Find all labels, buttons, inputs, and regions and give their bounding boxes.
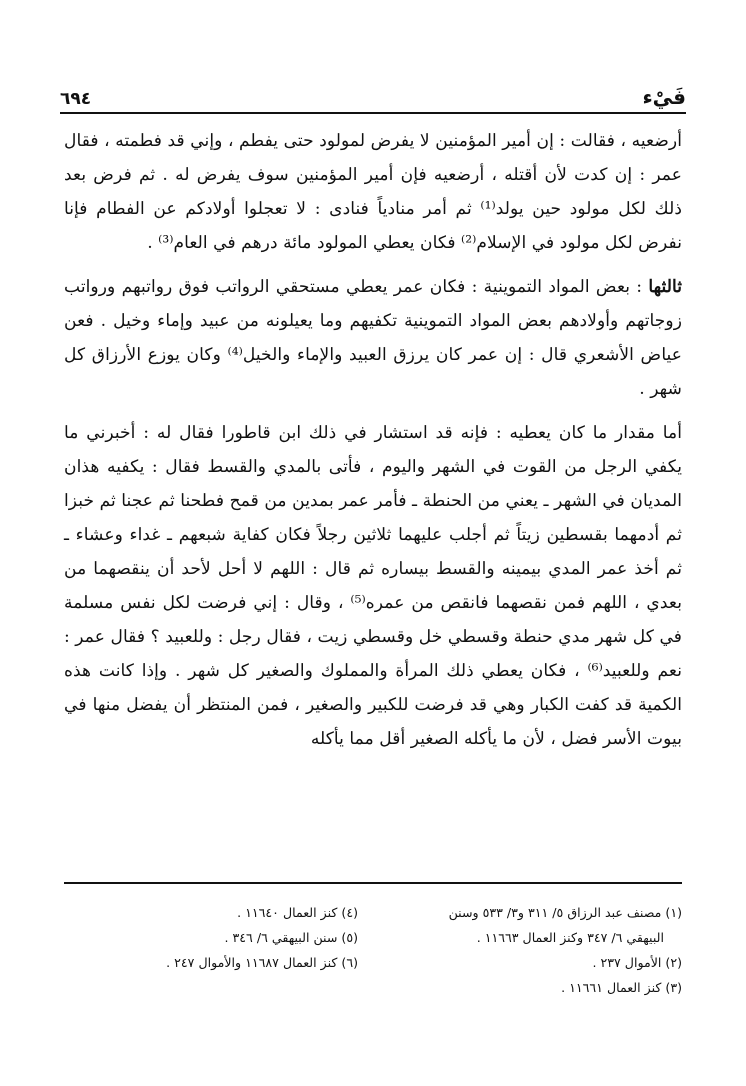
footnote-1: (١) مصنف عبد الرزاق ٥/ ٣١١ و٣/ ٥٣٣ وسنن xyxy=(448,905,682,920)
footnote-divider xyxy=(64,882,682,884)
footnote-3: (٣) كنز العمال ١١٦٦١ . xyxy=(561,980,682,995)
footnotes xyxy=(64,900,682,1000)
paragraph-3: أما مقدار ما كان يعطيه : فإنه قد استشار في ذلك ابن قاطورا فقال له : أخبرني ما يكفي الرجل من القوت في الشهر واليوم ، فأتى بالمدي والقسط فقال : يكفيه هذان المديان في الشهر ـ يعني من الحنطة ـ فأمر عمر بمدين من قمح فطحنا ثم عجنا ثم خبزا ثم أدمهما بقسطين زيتاً ثم أجلب عليهما ثلاثين رجلاً فكان كفاية شبعهم ـ غداء وعشاء ـ ثم أخذ عمر المدي بيمينه والقسط بيساره ثم قال : اللهم لا أحل لأحد أن ينقصهما من بعدي ، اللهم فمن نقصهما فانقص من عمره⁽⁵⁾ ، وقال : إني فرضت لكل نفس مسلمة في كل شهر مدي حنطة وقسطي خل وقسطي زيت ، فقال رجل : وللعبيد ؟ فقال عمر : نعم وللعبيد⁽⁶⁾ ، فكان يعطي ذلك المرأة والمملوك والصغير كل شهر . وإذا كانت هذه الكمية قد كفت الكبار وهي قد فرضت للكبير والصغير ، فمن المنتظر أن يفضل منها في بيوت الأسر فضل ، لأن ما يأكله الصغير أقل مما يأكله xyxy=(64,423,682,749)
footnote-2: (٢) الأموال ٢٣٧ . xyxy=(592,955,682,970)
footnote-5: (٥) سنن البيهقي ٦/ ٣٤٦ . xyxy=(224,930,358,945)
footnotes-right-column xyxy=(388,900,682,1000)
paragraph-1: أرضعيه ، فقالت : إن أمير المؤمنين لا يفرض لمولود حتى يفطم ، وإني قد فطمته ، فقال عمر : إن كدت لأن أقتله ، أرضعيه فإن أمير المؤمنين سوف يفرض له . ثم فرض بعد ذلك لكل مولود حين يولد⁽¹⁾ ثم أمر منادياً فنادى : لا تعجلوا أولادكم عن الفطام فإنا نفرض لكل مولود في الإسلام⁽²⁾ فكان يعطي المولود مائة درهم في العام⁽³⁾ . xyxy=(64,131,682,253)
page-header xyxy=(60,82,686,114)
paragraph-2 xyxy=(64,270,682,406)
running-title: فَيْء xyxy=(642,85,686,109)
footnote-1-continued: البيهقي ٦/ ٣٤٧ وكنز العمال ١١٦٦٣ . xyxy=(476,930,664,945)
main-text xyxy=(64,124,682,756)
paragraph-2-text: : بعض المواد التموينية : فكان عمر يعطي مستحقي الرواتب فوق رواتبهم ورواتب زوجاتهم وأولادهم بعض المواد التموينية تكفيهم وما يعيلونه من عبيد وإماء وخيل . فعن عياض الأشعري قال : إن عمر كان يرزق العبيد والإماء والخيل⁽⁴⁾ وكان يوزع الأرزاق كل شهر . xyxy=(64,277,683,399)
footnote-6: (٦) كنز العمال ١١٦٨٧ والأموال ٢٤٧ . xyxy=(166,955,358,970)
page-number: ٦٩٤ xyxy=(60,89,92,109)
footnote-4: (٤) كنز العمال ١١٦٤٠ . xyxy=(237,905,358,920)
section-lead: ثالثها xyxy=(648,277,682,297)
footnotes-left-column xyxy=(64,900,358,1000)
